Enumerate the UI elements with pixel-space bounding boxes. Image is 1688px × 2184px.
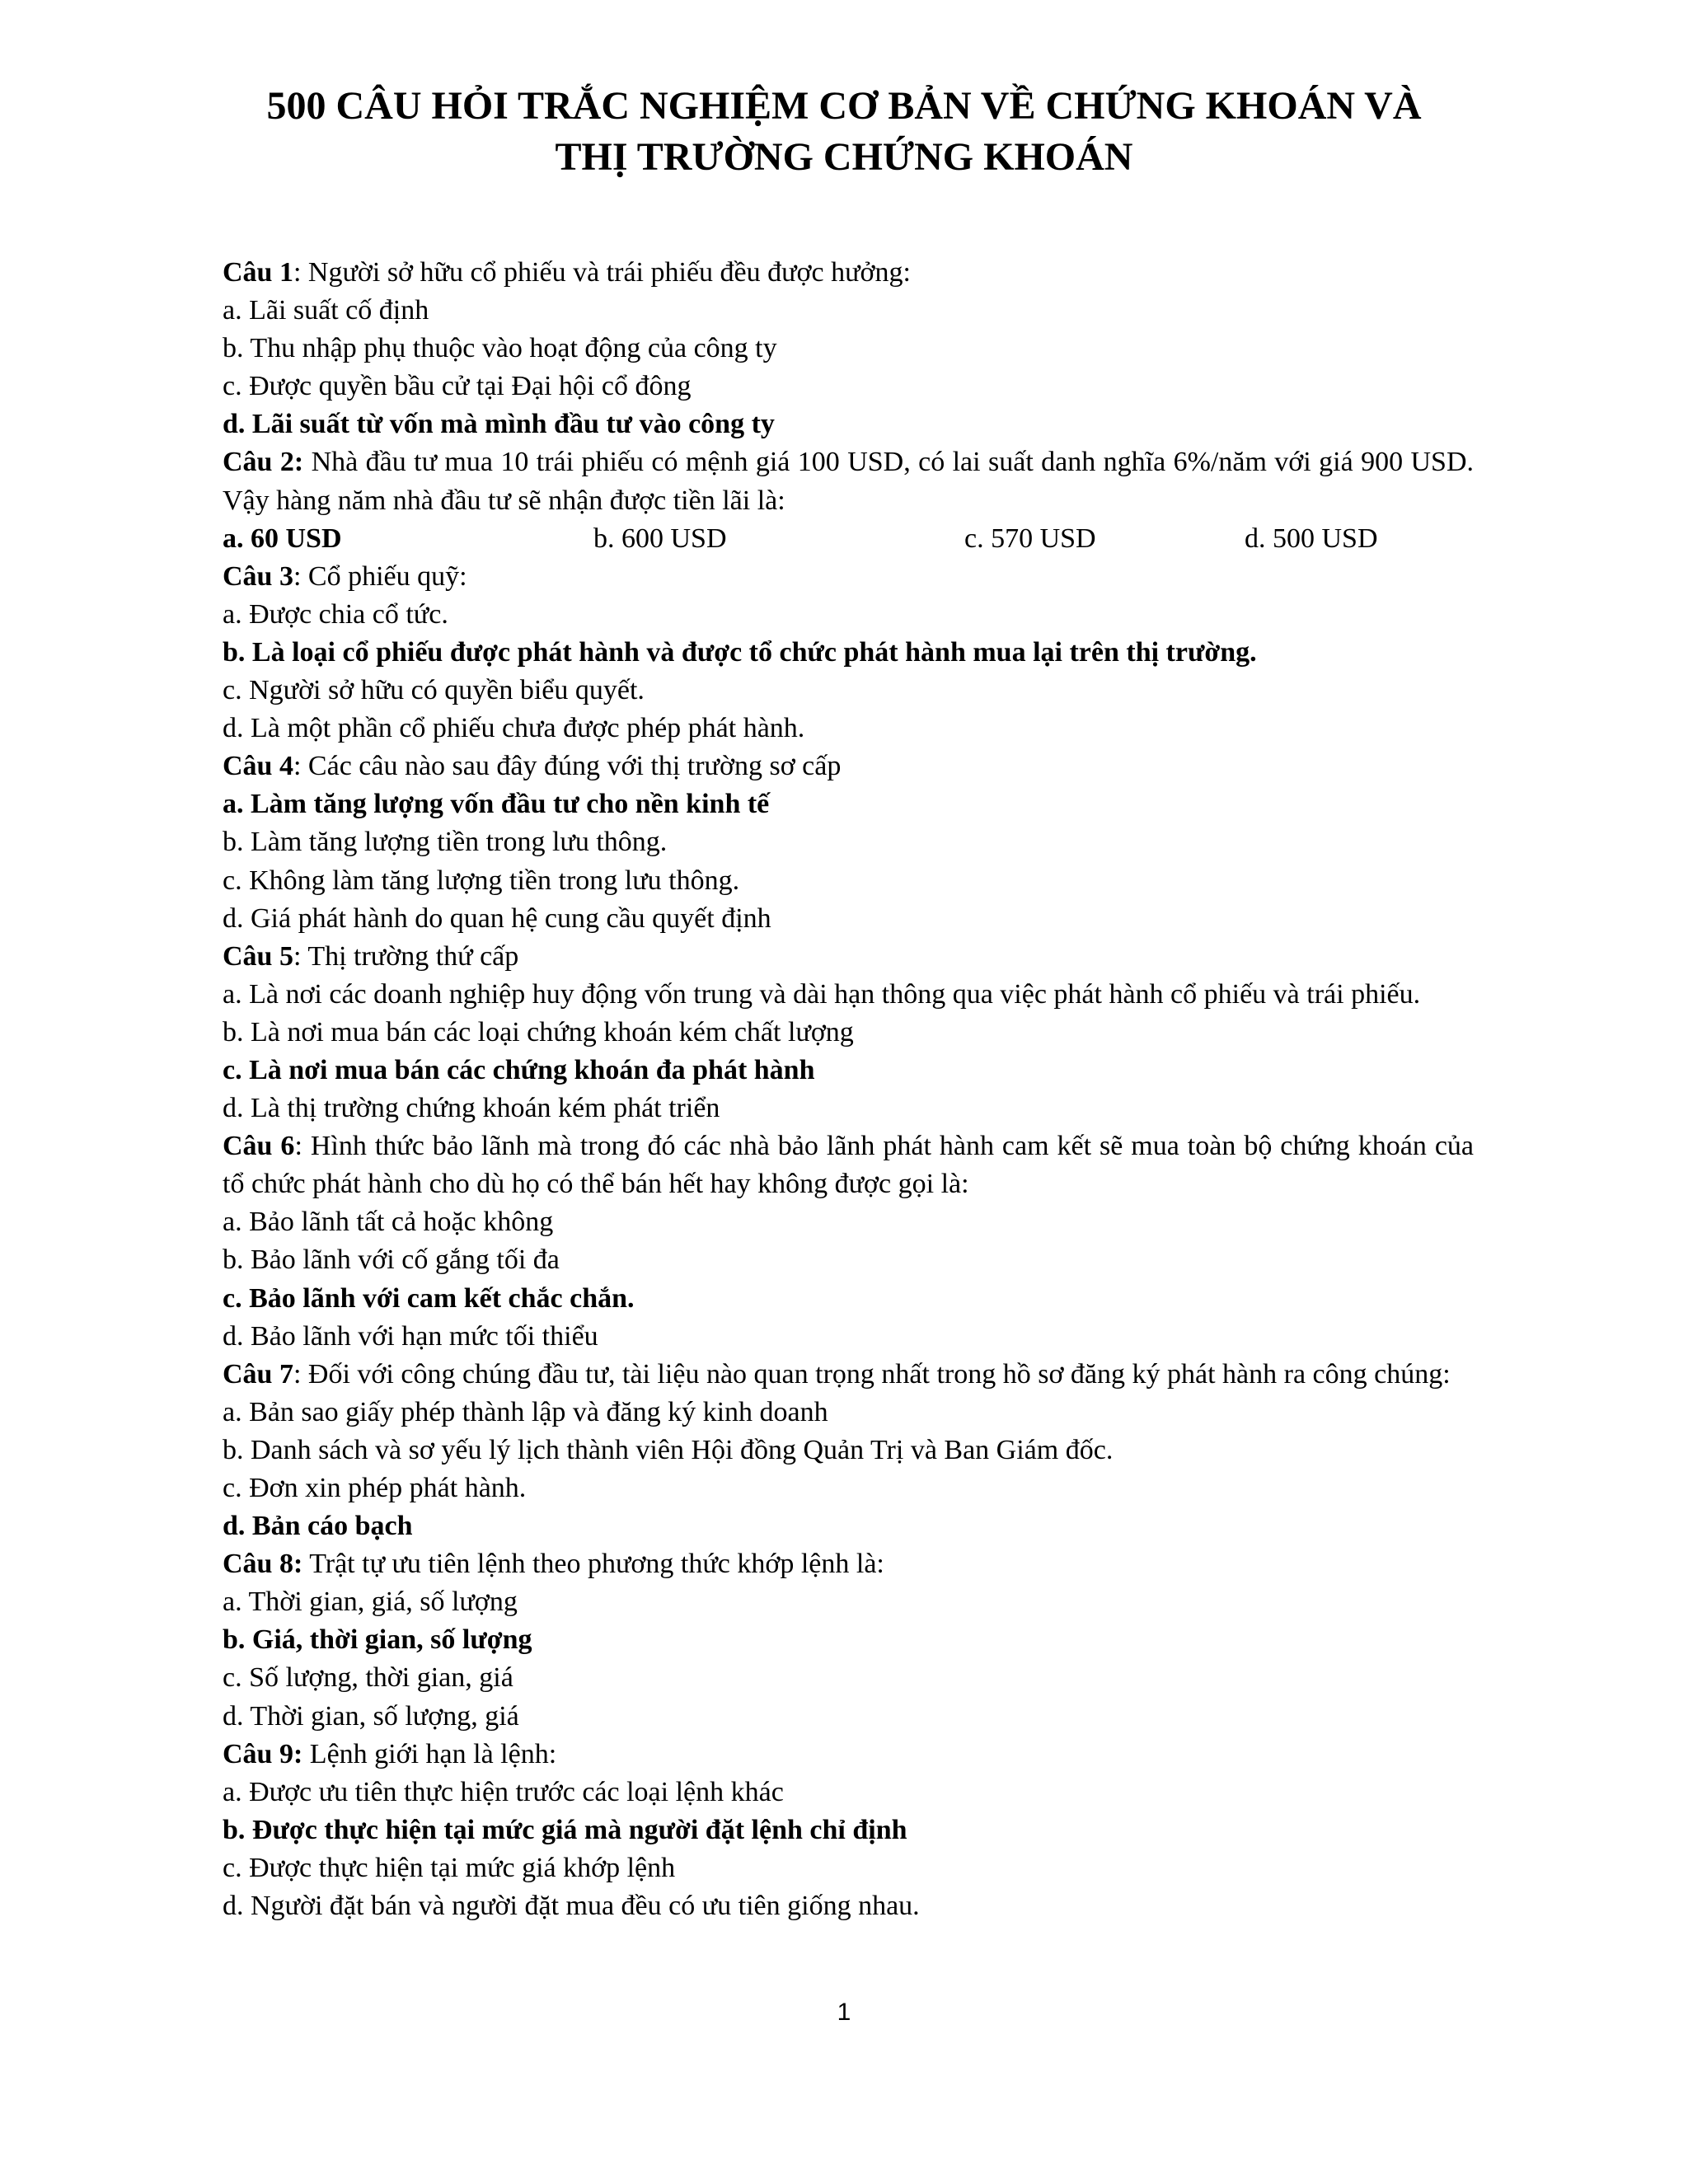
question-2 <box>223 443 1474 519</box>
answer-option: a. Là nơi các doanh nghiệp huy động vốn trung và dài hạn thông qua việc phát hành cổ phiếu và trái phiếu. <box>223 978 1421 1010</box>
question-3 <box>223 558 1474 596</box>
answer-option: a. Được chia cổ tức. <box>223 598 448 630</box>
question-label: Câu 4 <box>223 751 293 782</box>
answer-option: d. Người đặt bán và người đặt mua đều có ưu tiên giống nhau. <box>223 1891 920 1922</box>
question-4 <box>223 748 1474 785</box>
answer-option: b. Là nơi mua bán các loại chứng khoán kém chất lượng <box>223 1016 854 1047</box>
answer-option: b. Thu nhập phụ thuộc vào hoạt động của công ty <box>223 333 777 364</box>
answer-options-row <box>223 520 1474 558</box>
answer-option: d. Là thị trường chứng khoán kém phát triển <box>223 1093 720 1124</box>
answer-option: a. Lãi suất cố định <box>223 295 429 326</box>
answer-option: a. Được ưu tiên thực hiện trước các loại lệnh khác <box>223 1776 784 1807</box>
answer-option: c. Được quyền bầu cử tại Đại hội cổ đông <box>223 371 692 402</box>
answer-option-correct: b. Giá, thời gian, số lượng <box>223 1624 532 1656</box>
title-line-1: 500 CÂU HỎI TRẮC NGHIỆM CƠ BẢN VỀ CHỨNG KHOÁN VÀ <box>266 84 1422 128</box>
question-text: Trật tự ưu tiên lệnh theo phương thức khớp lệnh là: <box>309 1549 884 1580</box>
answer-option-correct: d. Lãi suất từ vốn mà mình đầu tư vào công ty <box>223 409 775 440</box>
question-label: Câu 2: <box>223 447 304 478</box>
question-text: Người sở hữu cổ phiếu và trái phiếu đều được hưởng: <box>307 257 911 288</box>
answer-option-correct: c. Là nơi mua bán các chứng khoán đa phát hành <box>223 1054 815 1085</box>
answer-option-correct: a. Làm tăng lượng vốn đầu tư cho nền kinh tế <box>223 789 770 820</box>
question-label: Câu 7 <box>223 1358 293 1390</box>
question-text: Các câu nào sau đây đúng với thị trường sơ cấp <box>307 751 842 782</box>
question-text: Lệnh giới hạn là lệnh: <box>309 1738 557 1769</box>
answer-option: c. Người sở hữu có quyền biểu quyết. <box>223 675 645 706</box>
answer-option: c. 570 USD <box>964 523 1096 554</box>
question-text: Cổ phiếu quỹ: <box>307 560 467 592</box>
question-separator: : <box>293 257 308 288</box>
question-separator <box>302 1549 309 1579</box>
answer-option: b. Danh sách và sơ yếu lý lịch thành viên Hội đồng Quản Trị và Ban Giám đốc. <box>223 1434 1114 1465</box>
question-label: Câu 5 <box>223 940 293 972</box>
question-text: Nhà đầu tư mua 10 trái phiếu có mệnh giá 100 USD, có lai suất danh nghĩa 6%/năm với giá 900 USD. Vậy hàng năm nhà đầu tư sẽ nhận được tiền lãi là: <box>223 447 1474 516</box>
answer-option-correct: c. Bảo lãnh với cam kết chắc chắn. <box>223 1282 635 1314</box>
answer-option: b. Bảo lãnh với cố gắng tối đa <box>223 1244 560 1276</box>
answer-option: c. Số lượng, thời gian, giá <box>223 1662 513 1694</box>
question-separator: : <box>293 940 308 972</box>
question-separator <box>302 1739 310 1769</box>
answer-option-correct: b. Là loại cổ phiếu được phát hành và được tổ chức phát hành mua lại trên thị trường. <box>223 636 1257 668</box>
question-separator: : <box>293 1358 308 1390</box>
answer-option-correct: a. 60 USD <box>223 523 342 554</box>
question-1 <box>223 254 1474 292</box>
question-label: Câu 8: <box>223 1549 303 1580</box>
answer-option-correct: d. Bản cáo bạch <box>223 1511 413 1542</box>
answer-option: a. Bản sao giấy phép thành lập và đăng ký kinh doanh <box>223 1396 828 1427</box>
question-text: Thị trường thứ cấp <box>307 940 519 972</box>
question-label: Câu 9: <box>223 1738 303 1769</box>
question-6 <box>223 1127 1474 1203</box>
question-text: Đối với công chúng đầu tư, tài liệu nào quan trọng nhất trong hồ sơ đăng ký phát hành ra công chúng: <box>307 1358 1451 1390</box>
title-line-2: THỊ TRƯỜNG CHỨNG KHOÁN <box>555 135 1133 179</box>
answer-option: d. Thời gian, số lượng, giá <box>223 1700 519 1732</box>
answer-option: c. Không làm tăng lượng tiền trong lưu thông. <box>223 865 740 896</box>
answer-option: b. Làm tăng lượng tiền trong lưu thông. <box>223 827 668 858</box>
question-7 <box>223 1356 1474 1394</box>
question-9 <box>223 1736 1474 1774</box>
answer-option: d. Giá phát hành do quan hệ cung cầu quyết định <box>223 902 771 934</box>
answer-option-correct: b. Được thực hiện tại mức giá mà người đặt lệnh chỉ định <box>223 1814 907 1845</box>
answer-option: c. Được thực hiện tại mức giá khớp lệnh <box>223 1852 676 1883</box>
question-separator <box>303 447 311 477</box>
page-number: 1 <box>837 1999 851 2026</box>
question-label: Câu 6 <box>223 1131 295 1162</box>
question-list <box>223 254 1474 1925</box>
question-separator: : <box>293 560 308 592</box>
answer-option: c. Đơn xin phép phát hành. <box>223 1473 527 1503</box>
answer-option: b. 600 USD <box>593 523 727 554</box>
question-label: Câu 1 <box>223 257 293 288</box>
question-label: Câu 3 <box>223 560 293 592</box>
question-5 <box>223 938 1474 976</box>
answer-option: d. Là một phần cổ phiếu chưa được phép phát hành. <box>223 713 805 744</box>
answer-option: a. Thời gian, giá, số lượng <box>223 1586 518 1618</box>
answer-option: a. Bảo lãnh tất cả hoặc không <box>223 1207 554 1238</box>
question-8 <box>223 1545 1474 1583</box>
answer-option: d. 500 USD <box>1245 523 1378 554</box>
question-separator: : <box>294 1131 311 1162</box>
question-separator: : <box>293 751 308 782</box>
answer-option: d. Bảo lãnh với hạn mức tối thiểu <box>223 1320 598 1352</box>
question-text: Hình thức bảo lãnh mà trong đó các nhà bảo lãnh phát hành cam kết sẽ mua toàn bộ chứng khoán của tổ chức phát hành cho dù họ có thể bán hết hay không được gọi là: <box>223 1131 1475 1200</box>
page-title <box>0 81 1688 183</box>
